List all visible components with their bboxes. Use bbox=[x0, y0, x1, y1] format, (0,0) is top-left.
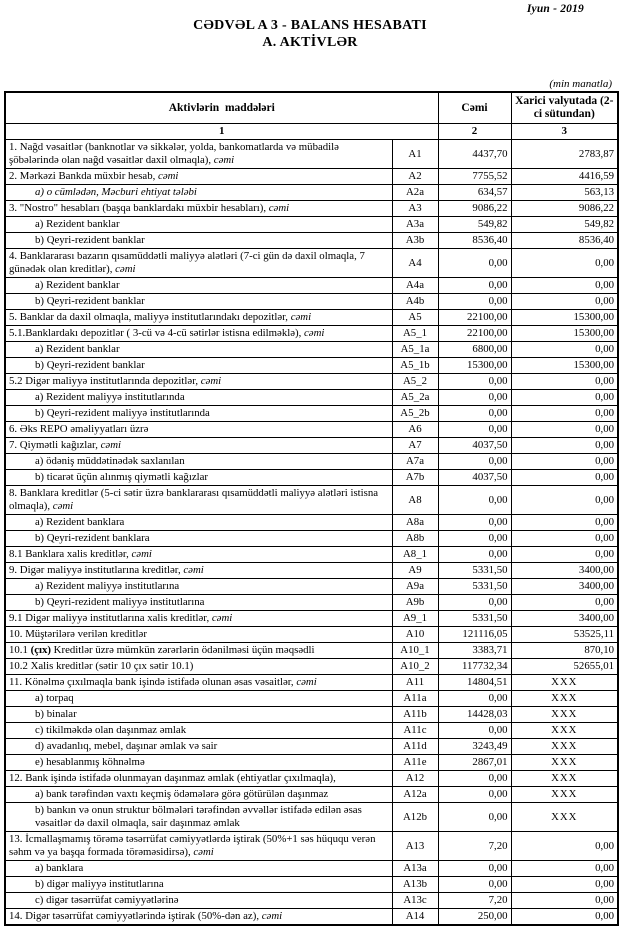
row-code: A7 bbox=[392, 438, 438, 454]
table-row bbox=[5, 406, 618, 422]
row-fx-value: XXX bbox=[511, 787, 618, 803]
row-code: A13 bbox=[392, 832, 438, 861]
row-code: A11d bbox=[392, 739, 438, 755]
table-row bbox=[5, 294, 618, 310]
row-code: A7a bbox=[392, 454, 438, 470]
table-row bbox=[5, 595, 618, 611]
row-label: d) avadanlıq, mebel, daşınar əmlak və sair bbox=[5, 739, 392, 755]
row-code: A4b bbox=[392, 294, 438, 310]
row-total-value: 549,82 bbox=[438, 217, 511, 233]
table-row bbox=[5, 787, 618, 803]
row-total-value: 0,00 bbox=[438, 249, 511, 278]
row-total-value: 0,00 bbox=[438, 486, 511, 515]
row-label: 3. "Nostro" hesabları (başqa banklardakı müxbir hesabları), cəmi bbox=[5, 201, 392, 217]
row-code: A5 bbox=[392, 310, 438, 326]
row-total-value: 0,00 bbox=[438, 422, 511, 438]
table-row bbox=[5, 803, 618, 832]
row-label: a) Rezident banklara bbox=[5, 515, 392, 531]
row-label: a) ödəniş müddətinədək saxlanılan bbox=[5, 454, 392, 470]
row-total-value: 7,20 bbox=[438, 893, 511, 909]
row-fx-value: XXX bbox=[511, 691, 618, 707]
table-row bbox=[5, 217, 618, 233]
row-code: A11a bbox=[392, 691, 438, 707]
row-label: a) banklara bbox=[5, 861, 392, 877]
row-fx-value: 0,00 bbox=[511, 595, 618, 611]
row-fx-value: 3400,00 bbox=[511, 563, 618, 579]
col-number-1: 1 bbox=[5, 124, 438, 140]
table-row bbox=[5, 438, 618, 454]
row-total-value: 0,00 bbox=[438, 547, 511, 563]
table-row bbox=[5, 342, 618, 358]
table-row bbox=[5, 374, 618, 390]
table-row bbox=[5, 390, 618, 406]
row-label: c) digər təsərrüfat cəmiyyətlərinə bbox=[5, 893, 392, 909]
row-code: A5_2b bbox=[392, 406, 438, 422]
table-row bbox=[5, 310, 618, 326]
row-code: A6 bbox=[392, 422, 438, 438]
report-subtitle: A. AKTİVLƏR bbox=[262, 35, 358, 50]
row-total-value: 0,00 bbox=[438, 406, 511, 422]
row-total-value: 15300,00 bbox=[438, 358, 511, 374]
row-fx-value: 3400,00 bbox=[511, 579, 618, 595]
row-total-value: 3243,49 bbox=[438, 739, 511, 755]
row-fx-value: 0,00 bbox=[511, 486, 618, 515]
row-code: A11e bbox=[392, 755, 438, 771]
row-fx-value: 53525,11 bbox=[511, 627, 618, 643]
table-row bbox=[5, 755, 618, 771]
balance-table bbox=[4, 91, 619, 926]
table-row bbox=[5, 832, 618, 861]
row-code: A3a bbox=[392, 217, 438, 233]
table-row bbox=[5, 691, 618, 707]
row-fx-value: 0,00 bbox=[511, 861, 618, 877]
row-code: A2a bbox=[392, 185, 438, 201]
unit-note: (min manatla) bbox=[549, 78, 612, 90]
row-code: A9a bbox=[392, 579, 438, 595]
row-fx-value: 563,13 bbox=[511, 185, 618, 201]
row-fx-value: 0,00 bbox=[511, 832, 618, 861]
row-fx-value: 15300,00 bbox=[511, 326, 618, 342]
row-total-value: 0,00 bbox=[438, 278, 511, 294]
row-code: A12b bbox=[392, 803, 438, 832]
row-total-value: 0,00 bbox=[438, 861, 511, 877]
row-total-value: 9086,22 bbox=[438, 201, 511, 217]
row-label: b) Qeyri-rezident banklar bbox=[5, 294, 392, 310]
table-row bbox=[5, 454, 618, 470]
row-label: 9. Digər maliyyə institutlarına kreditlər, cəmi bbox=[5, 563, 392, 579]
row-total-value: 0,00 bbox=[438, 877, 511, 893]
row-label: b) Qeyri-rezident banklar bbox=[5, 233, 392, 249]
row-label: 11. Könəlmə çıxılmaqla bank işində istifadə olunan əsas vəsaitlər, cəmi bbox=[5, 675, 392, 691]
row-code: A8b bbox=[392, 531, 438, 547]
row-code: A11b bbox=[392, 707, 438, 723]
row-label: b) binalar bbox=[5, 707, 392, 723]
row-fx-value: XXX bbox=[511, 755, 618, 771]
row-fx-value: XXX bbox=[511, 675, 618, 691]
table-row bbox=[5, 233, 618, 249]
row-label: b) Qeyri-rezident banklara bbox=[5, 531, 392, 547]
row-fx-value: 0,00 bbox=[511, 342, 618, 358]
table-row bbox=[5, 723, 618, 739]
row-fx-value: 8536,40 bbox=[511, 233, 618, 249]
table-row bbox=[5, 579, 618, 595]
row-label: b) Qeyri-rezident maliyyə institutlarına bbox=[5, 595, 392, 611]
row-fx-value: 3400,00 bbox=[511, 611, 618, 627]
row-fx-value: 0,00 bbox=[511, 278, 618, 294]
row-fx-value: 0,00 bbox=[511, 294, 618, 310]
row-label: 9.1 Digər maliyyə institutlarına xalis kreditlər, cəmi bbox=[5, 611, 392, 627]
table-row bbox=[5, 486, 618, 515]
row-label: 5.1.Banklardakı depozitlər ( 3-cü və 4-cü sətirlər istisna edilməklə), cəmi bbox=[5, 326, 392, 342]
row-fx-value: XXX bbox=[511, 771, 618, 787]
table-row bbox=[5, 140, 618, 169]
row-fx-value: 15300,00 bbox=[511, 358, 618, 374]
table-row bbox=[5, 531, 618, 547]
row-total-value: 0,00 bbox=[438, 595, 511, 611]
row-total-value: 8536,40 bbox=[438, 233, 511, 249]
row-label: 2. Mərkəzi Bankda müxbir hesab, cəmi bbox=[5, 169, 392, 185]
row-fx-value: 0,00 bbox=[511, 390, 618, 406]
row-fx-value: XXX bbox=[511, 739, 618, 755]
row-fx-value: 2783,87 bbox=[511, 140, 618, 169]
row-fx-value: 0,00 bbox=[511, 470, 618, 486]
row-code: A8 bbox=[392, 486, 438, 515]
table-header-row bbox=[5, 92, 618, 124]
row-total-value: 5331,50 bbox=[438, 563, 511, 579]
row-label: 6. Əks REPO əməliyyatları üzrə bbox=[5, 422, 392, 438]
table-row bbox=[5, 771, 618, 787]
row-fx-value: 0,00 bbox=[511, 406, 618, 422]
row-label: a) Rezident banklar bbox=[5, 217, 392, 233]
row-fx-value: 0,00 bbox=[511, 515, 618, 531]
row-total-value: 0,00 bbox=[438, 787, 511, 803]
row-total-value: 5331,50 bbox=[438, 611, 511, 627]
row-label: 1. Nağd vəsaitlər (banknotlar və sikkələr, yolda, bankomatlarda və mübadilə şöbələrində olan nağd vəsaitlər daxil olmaqla), cəmi bbox=[5, 140, 392, 169]
col-header-items: Aktivlərin maddələri bbox=[5, 92, 438, 124]
row-fx-value: 870,10 bbox=[511, 643, 618, 659]
table-body bbox=[5, 140, 618, 926]
row-fx-value: 0,00 bbox=[511, 877, 618, 893]
row-code: A8a bbox=[392, 515, 438, 531]
row-total-value: 3383,71 bbox=[438, 643, 511, 659]
row-total-value: 22100,00 bbox=[438, 326, 511, 342]
row-total-value: 7755,52 bbox=[438, 169, 511, 185]
row-label: b) ticarət üçün alınmış qiymətli kağızlar bbox=[5, 470, 392, 486]
row-fx-value: 0,00 bbox=[511, 249, 618, 278]
row-fx-value: 4416,59 bbox=[511, 169, 618, 185]
row-label: a) Rezident banklar bbox=[5, 342, 392, 358]
row-total-value: 0,00 bbox=[438, 515, 511, 531]
row-label: 7. Qiymətli kağızlar, cəmi bbox=[5, 438, 392, 454]
row-total-value: 2867,01 bbox=[438, 755, 511, 771]
row-total-value: 4437,70 bbox=[438, 140, 511, 169]
row-total-value: 0,00 bbox=[438, 771, 511, 787]
row-fx-value: 15300,00 bbox=[511, 310, 618, 326]
row-code: A4a bbox=[392, 278, 438, 294]
row-code: A13b bbox=[392, 877, 438, 893]
row-total-value: 0,00 bbox=[438, 691, 511, 707]
row-total-value: 0,00 bbox=[438, 454, 511, 470]
col-number-2: 2 bbox=[438, 124, 511, 140]
row-total-value: 0,00 bbox=[438, 723, 511, 739]
row-total-value: 250,00 bbox=[438, 909, 511, 926]
row-fx-value: 0,00 bbox=[511, 374, 618, 390]
row-code: A10_2 bbox=[392, 659, 438, 675]
row-fx-value: 0,00 bbox=[511, 909, 618, 926]
row-code: A7b bbox=[392, 470, 438, 486]
report-date: Iyun - 2019 bbox=[526, 3, 584, 15]
row-total-value: 4037,50 bbox=[438, 470, 511, 486]
row-label: b) bankın və onun struktur bölmələri tərəfindən əvvəllər istifadə edilən əsas vəsaitlər də daxil olmaqla, sair daşınmaz əmlak bbox=[5, 803, 392, 832]
row-label: 5. Banklar da daxil olmaqla, maliyyə institutlarındakı depozitlər, cəmi bbox=[5, 310, 392, 326]
row-fx-value: 52655,01 bbox=[511, 659, 618, 675]
row-total-value: 0,00 bbox=[438, 294, 511, 310]
row-code: A5_2a bbox=[392, 390, 438, 406]
row-label: 8. Banklara kreditlər (5-ci sətir üzrə banklararası qısamüddətli maliyyə alətləri istisna olmaqla), cəmi bbox=[5, 486, 392, 515]
row-code: A9 bbox=[392, 563, 438, 579]
row-code: A2 bbox=[392, 169, 438, 185]
row-code: A11 bbox=[392, 675, 438, 691]
row-fx-value: 549,82 bbox=[511, 217, 618, 233]
row-code: A5_2 bbox=[392, 374, 438, 390]
col-header-fx: Xarici valyutada (2-ci sütundan) bbox=[511, 92, 618, 124]
table-row bbox=[5, 278, 618, 294]
row-label: b) Qeyri-rezident banklar bbox=[5, 358, 392, 374]
row-label: 10. Müştərilərə verilən kreditlər bbox=[5, 627, 392, 643]
row-total-value: 121116,05 bbox=[438, 627, 511, 643]
row-total-value: 6800,00 bbox=[438, 342, 511, 358]
row-label: 10.1 (çıx) Kreditlər üzrə mümkün zərərlərin ödənilməsi üçün məqsədli bbox=[5, 643, 392, 659]
row-total-value: 14428,03 bbox=[438, 707, 511, 723]
table-row bbox=[5, 169, 618, 185]
table-row bbox=[5, 659, 618, 675]
row-label: 8.1 Banklara xalis kreditlər, cəmi bbox=[5, 547, 392, 563]
row-fx-value: 0,00 bbox=[511, 438, 618, 454]
row-total-value: 5331,50 bbox=[438, 579, 511, 595]
table-row bbox=[5, 739, 618, 755]
row-code: A13c bbox=[392, 893, 438, 909]
col-header-total: Cəmi bbox=[438, 92, 511, 124]
row-label: b) digər maliyyə institutlarına bbox=[5, 877, 392, 893]
row-label: a) torpaq bbox=[5, 691, 392, 707]
row-label: 5.2 Digər maliyyə institutlarında depozitlər, cəmi bbox=[5, 374, 392, 390]
table-row bbox=[5, 563, 618, 579]
table-row bbox=[5, 326, 618, 342]
row-code: A9_1 bbox=[392, 611, 438, 627]
row-label: 12. Bank işində istifadə olunmayan daşınmaz əmlak (ehtiyatlar çıxılmaqla), bbox=[5, 771, 392, 787]
row-code: A4 bbox=[392, 249, 438, 278]
row-label: a) Rezident maliyyə institutlarında bbox=[5, 390, 392, 406]
row-code: A3 bbox=[392, 201, 438, 217]
row-total-value: 22100,00 bbox=[438, 310, 511, 326]
table-row bbox=[5, 470, 618, 486]
table-row bbox=[5, 675, 618, 691]
row-total-value: 0,00 bbox=[438, 374, 511, 390]
row-fx-value: 0,00 bbox=[511, 893, 618, 909]
report-title: CƏDVƏL A 3 - BALANS HESABATI bbox=[193, 18, 427, 33]
row-label: c) tikilməkdə olan daşınmaz əmlak bbox=[5, 723, 392, 739]
col-number-3: 3 bbox=[511, 124, 618, 140]
table-row bbox=[5, 515, 618, 531]
row-fx-value: 9086,22 bbox=[511, 201, 618, 217]
row-total-value: 0,00 bbox=[438, 390, 511, 406]
row-label: b) Qeyri-rezident maliyyə institutlarında bbox=[5, 406, 392, 422]
table-colnumber-row bbox=[5, 124, 618, 140]
row-code: A8_1 bbox=[392, 547, 438, 563]
row-code: A12 bbox=[392, 771, 438, 787]
row-total-value: 117732,34 bbox=[438, 659, 511, 675]
table-row bbox=[5, 611, 618, 627]
row-fx-value: 0,00 bbox=[511, 454, 618, 470]
row-label: 14. Digər təsərrüfat cəmiyyətlərində iştirak (50%-dən az), cəmi bbox=[5, 909, 392, 926]
table-row bbox=[5, 358, 618, 374]
row-fx-value: XXX bbox=[511, 707, 618, 723]
row-code: A10_1 bbox=[392, 643, 438, 659]
row-fx-value: XXX bbox=[511, 803, 618, 832]
table-row bbox=[5, 627, 618, 643]
row-label: 13. İcmallaşmamış törəmə təsərrüfat cəmiyyətlərdə iştirak (50%+1 səs hüququ verən səhm və ya başqa formada törəməsidirsə), cəmi bbox=[5, 832, 392, 861]
row-total-value: 7,20 bbox=[438, 832, 511, 861]
row-label: a) Rezident maliyyə institutlarına bbox=[5, 579, 392, 595]
row-total-value: 14804,51 bbox=[438, 675, 511, 691]
row-label: a) o cümlədən, Məcburi ehtiyat tələbi bbox=[5, 185, 392, 201]
row-fx-value: 0,00 bbox=[511, 547, 618, 563]
row-total-value: 0,00 bbox=[438, 531, 511, 547]
row-fx-value: 0,00 bbox=[511, 422, 618, 438]
table-row bbox=[5, 201, 618, 217]
row-code: A5_1 bbox=[392, 326, 438, 342]
row-total-value: 0,00 bbox=[438, 803, 511, 832]
row-code: A12a bbox=[392, 787, 438, 803]
row-code: A1 bbox=[392, 140, 438, 169]
row-code: A13a bbox=[392, 861, 438, 877]
table-row bbox=[5, 707, 618, 723]
row-code: A3b bbox=[392, 233, 438, 249]
row-code: A5_1b bbox=[392, 358, 438, 374]
table-row bbox=[5, 643, 618, 659]
row-code: A10 bbox=[392, 627, 438, 643]
row-code: A9b bbox=[392, 595, 438, 611]
table-row bbox=[5, 909, 618, 926]
table-row bbox=[5, 861, 618, 877]
table-row bbox=[5, 893, 618, 909]
table-row bbox=[5, 877, 618, 893]
table-row bbox=[5, 422, 618, 438]
row-code: A11c bbox=[392, 723, 438, 739]
row-label: a) Rezident banklar bbox=[5, 278, 392, 294]
row-label: a) bank tərəfindən vaxtı keçmiş ödəmələrə görə götürülən daşınmaz bbox=[5, 787, 392, 803]
row-fx-value: XXX bbox=[511, 723, 618, 739]
row-label: 10.2 Xalis kreditlər (sətir 10 çıx sətir 10.1) bbox=[5, 659, 392, 675]
row-label: e) hesablanmış köhnəlmə bbox=[5, 755, 392, 771]
table-row bbox=[5, 249, 618, 278]
row-fx-value: 0,00 bbox=[511, 531, 618, 547]
row-code: A5_1a bbox=[392, 342, 438, 358]
row-label: 4. Banklararası bazarın qısamüddətli maliyyə alətləri (7-ci gün də daxil olmaqla, 7 günədək olan kreditlər), cəmi bbox=[5, 249, 392, 278]
row-total-value: 4037,50 bbox=[438, 438, 511, 454]
row-total-value: 634,57 bbox=[438, 185, 511, 201]
table-row bbox=[5, 547, 618, 563]
table-row bbox=[5, 185, 618, 201]
row-code: A14 bbox=[392, 909, 438, 926]
